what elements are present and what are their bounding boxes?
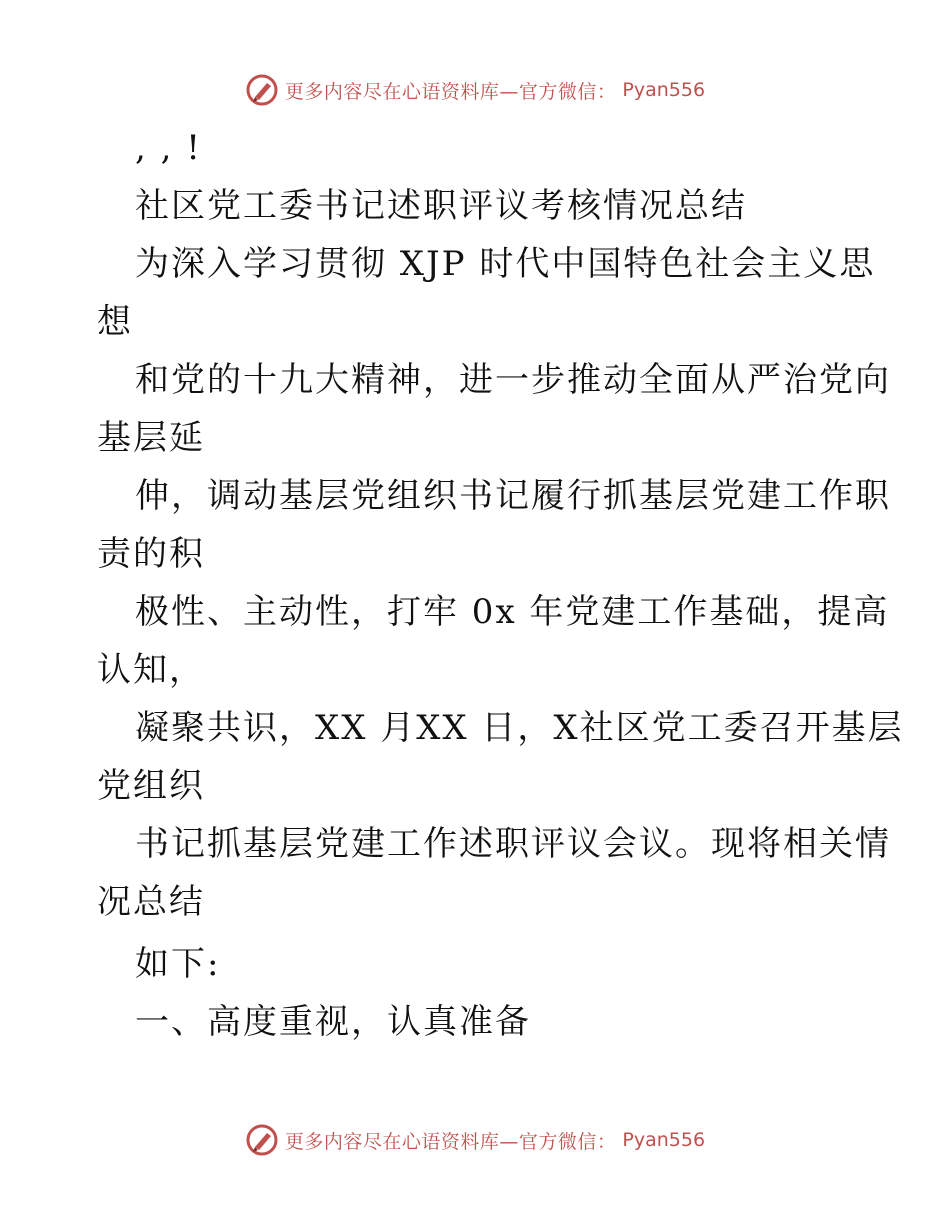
punctuation-line: , , ! xyxy=(135,128,202,168)
watermark-text: 更多内容尽在心语资料库—官方微信： xyxy=(284,1130,617,1153)
footer-watermark xyxy=(0,1120,950,1160)
document-title: 社区党工委书记述职评议考核情况总结 xyxy=(135,186,747,226)
paragraph-line: 书记抓基层党建工作述职评议会议。现将相关情 xyxy=(135,824,891,864)
pen-logo-icon xyxy=(245,73,279,107)
paragraph-line: 况总结 xyxy=(97,882,205,922)
watermark-handle: Pyan556 xyxy=(622,79,706,101)
watermark-text: 更多内容尽在心语资料库—官方微信： xyxy=(284,80,617,103)
paragraph-line: 责的积 xyxy=(97,534,205,574)
paragraph-line: 为深入学习贯彻 XJP 时代中国特色社会主义思 xyxy=(135,244,876,284)
header-watermark xyxy=(0,70,950,110)
paragraph-line: 党组织 xyxy=(97,766,205,806)
watermark-handle: Pyan556 xyxy=(622,1129,706,1151)
paragraph-line: 和党的十九大精神，进一步推动全面从严治党向 xyxy=(135,360,891,400)
paragraph-line: 认知， xyxy=(97,650,205,690)
paragraph-line: 基层延 xyxy=(97,418,205,458)
paragraph-line: 想 xyxy=(97,302,133,342)
section-heading: 一、高度重视，认真准备 xyxy=(135,1002,531,1042)
paragraph-line: 如下: xyxy=(135,944,221,984)
pen-logo-icon xyxy=(245,1123,279,1157)
paragraph-line: 伸，调动基层党组织书记履行抓基层党建工作职 xyxy=(135,476,891,516)
paragraph-line: 极性、主动性，打牢 0x 年党建工作基础，提高 xyxy=(135,592,890,632)
paragraph-line: 凝聚共识，XX 月XX 日，X社区党工委召开基层 xyxy=(135,708,904,748)
